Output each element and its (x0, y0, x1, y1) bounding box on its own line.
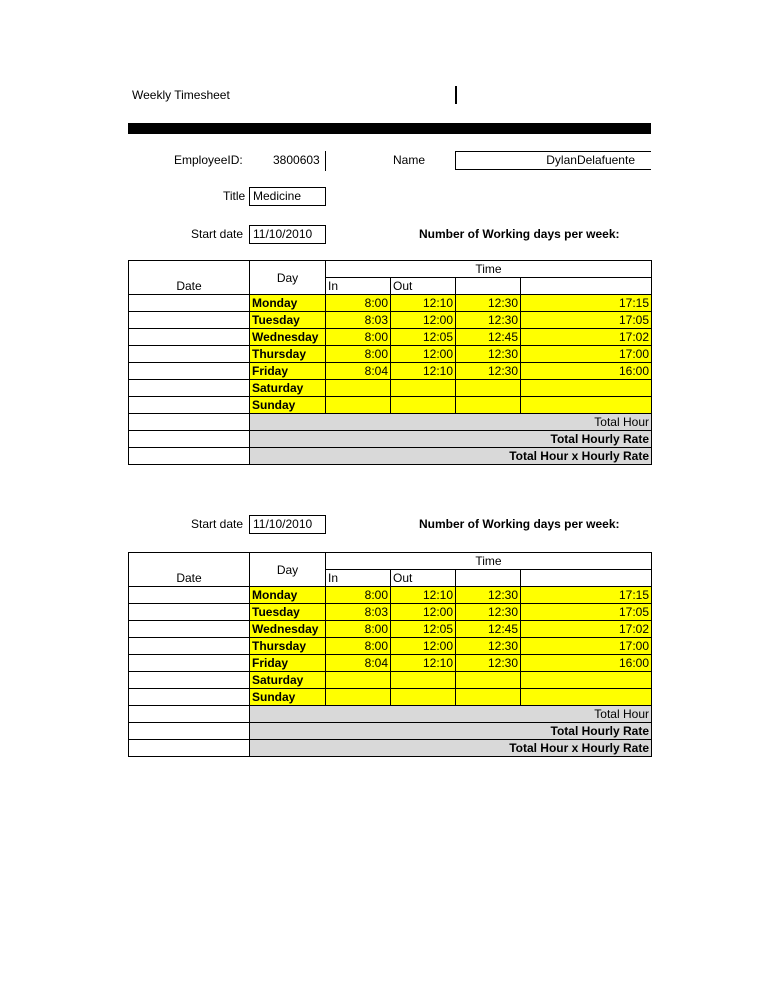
time-in-cell[interactable] (326, 397, 391, 414)
timesheet-table (128, 260, 652, 465)
date-cell[interactable] (129, 638, 250, 655)
time-in-cell[interactable] (326, 689, 391, 706)
time-out-cell[interactable]: 12:10 (391, 655, 456, 672)
time-in-cell[interactable]: 8:03 (326, 604, 391, 621)
date-column-header: Date (129, 553, 250, 587)
total-hour-x-rate-label: Total Hour x Hourly Rate (250, 448, 652, 465)
time-out-cell[interactable]: 12:00 (391, 638, 456, 655)
time-out2-cell[interactable]: 17:15 (521, 587, 652, 604)
out2-column-header (521, 570, 652, 587)
out-column-header: Out (391, 278, 456, 295)
out-column-header: Out (391, 570, 456, 587)
table-row (129, 621, 652, 638)
time-out2-cell[interactable]: 17:05 (521, 604, 652, 621)
time-out2-cell[interactable] (521, 672, 652, 689)
date-cell[interactable] (129, 740, 250, 757)
time-out2-cell[interactable]: 17:15 (521, 295, 652, 312)
date-cell[interactable] (129, 414, 250, 431)
time-in-cell[interactable]: 8:04 (326, 363, 391, 380)
date-cell[interactable] (129, 363, 250, 380)
time-in-cell[interactable]: 8:00 (326, 638, 391, 655)
header-divider-bar (128, 123, 651, 134)
table-row (129, 329, 652, 346)
table-row (129, 655, 652, 672)
day-column-header: Day (250, 261, 326, 295)
total-x-rate-row (129, 448, 652, 465)
date-column-header: Date (129, 261, 250, 295)
table-row (129, 638, 652, 655)
total-hour-label: Total Hour (250, 414, 652, 431)
time-in2-cell[interactable]: 12:45 (456, 329, 521, 346)
time-out-cell[interactable]: 12:00 (391, 604, 456, 621)
time-out2-cell[interactable]: 16:00 (521, 363, 652, 380)
table-row (129, 672, 652, 689)
working-days-label: Number of Working days per week: (419, 517, 620, 531)
time-in-cell[interactable]: 8:04 (326, 655, 391, 672)
date-cell[interactable] (129, 706, 250, 723)
in-column-header: In (326, 570, 391, 587)
date-cell[interactable] (129, 431, 250, 448)
time-out2-cell[interactable]: 16:00 (521, 655, 652, 672)
time-out-cell[interactable] (391, 689, 456, 706)
date-cell[interactable] (129, 329, 250, 346)
working-days-label: Number of Working days per week: (419, 227, 620, 241)
out2-column-header (521, 278, 652, 295)
total-hour-row (129, 706, 652, 723)
total-hour-label: Total Hour (250, 706, 652, 723)
day-cell: Tuesday (250, 604, 326, 621)
time-out-cell[interactable]: 12:05 (391, 621, 456, 638)
total-hour-x-rate-label: Total Hour x Hourly Rate (250, 740, 652, 757)
day-cell: Saturday (250, 672, 326, 689)
day-cell: Monday (250, 295, 326, 312)
cursor-divider (455, 86, 457, 104)
table-row (129, 689, 652, 706)
page-title: Weekly Timesheet (132, 88, 230, 102)
table-row (129, 380, 652, 397)
table-row (129, 312, 652, 329)
total-hour-row (129, 414, 652, 431)
employee-id-border (325, 151, 326, 171)
time-in-cell[interactable] (326, 380, 391, 397)
day-cell: Wednesday (250, 329, 326, 346)
time-out2-cell[interactable] (521, 380, 652, 397)
time-in2-cell[interactable]: 12:30 (456, 363, 521, 380)
time-in-cell[interactable] (326, 672, 391, 689)
total-rate-row (129, 431, 652, 448)
table-row (129, 346, 652, 363)
time-in2-cell[interactable] (456, 672, 521, 689)
time-in-cell[interactable]: 8:00 (326, 329, 391, 346)
employee-id-label: EmployeeID: (174, 153, 243, 167)
time-column-header: Time (326, 553, 652, 570)
time-out2-cell[interactable]: 17:05 (521, 312, 652, 329)
table-row (129, 587, 652, 604)
time-column-header: Time (326, 261, 652, 278)
date-cell[interactable] (129, 621, 250, 638)
table-row (129, 295, 652, 312)
date-cell[interactable] (129, 346, 250, 363)
date-cell[interactable] (129, 448, 250, 465)
time-in2-cell[interactable]: 12:30 (456, 604, 521, 621)
time-in2-cell[interactable]: 12:45 (456, 621, 521, 638)
date-cell[interactable] (129, 723, 250, 740)
time-in-cell[interactable]: 8:00 (326, 621, 391, 638)
time-in2-cell[interactable]: 12:30 (456, 295, 521, 312)
day-cell: Thursday (250, 638, 326, 655)
time-out2-cell[interactable]: 17:00 (521, 638, 652, 655)
day-cell: Saturday (250, 380, 326, 397)
day-cell: Sunday (250, 689, 326, 706)
date-cell[interactable] (129, 312, 250, 329)
total-hourly-rate-label: Total Hourly Rate (250, 431, 652, 448)
day-column-header: Day (250, 553, 326, 587)
date-cell[interactable] (129, 672, 250, 689)
time-in2-cell[interactable] (456, 397, 521, 414)
in2-column-header (456, 278, 521, 295)
time-out2-cell[interactable]: 17:02 (521, 329, 652, 346)
in2-column-header (456, 570, 521, 587)
total-rate-row (129, 723, 652, 740)
time-out-cell[interactable]: 12:00 (391, 312, 456, 329)
date-cell[interactable] (129, 295, 250, 312)
time-out-cell[interactable]: 12:10 (391, 587, 456, 604)
start-date-field[interactable]: 11/10/2010 (249, 515, 326, 534)
day-cell: Friday (250, 655, 326, 672)
employee-id-field[interactable]: 3800603 (273, 153, 320, 167)
time-out-cell[interactable] (391, 397, 456, 414)
timesheet-table (128, 552, 652, 757)
time-in-cell[interactable]: 8:00 (326, 346, 391, 363)
table-row (129, 604, 652, 621)
total-x-rate-row (129, 740, 652, 757)
day-cell: Monday (250, 587, 326, 604)
time-out2-cell[interactable]: 17:00 (521, 346, 652, 363)
time-out-cell[interactable]: 12:10 (391, 295, 456, 312)
table-row (129, 397, 652, 414)
total-hourly-rate-label: Total Hourly Rate (250, 723, 652, 740)
time-in2-cell[interactable] (456, 689, 521, 706)
date-cell[interactable] (129, 689, 250, 706)
time-out2-cell[interactable]: 17:02 (521, 621, 652, 638)
in-column-header: In (326, 278, 391, 295)
time-in2-cell[interactable]: 12:30 (456, 655, 521, 672)
time-out2-cell[interactable] (521, 397, 652, 414)
table-row (129, 363, 652, 380)
date-cell[interactable] (129, 655, 250, 672)
start-date-label: Start date (191, 227, 244, 241)
time-out-cell[interactable]: 12:05 (391, 329, 456, 346)
time-out-cell[interactable] (391, 380, 456, 397)
time-in-cell[interactable]: 8:00 (326, 295, 391, 312)
time-out-cell[interactable]: 12:00 (391, 346, 456, 363)
time-in-cell[interactable]: 8:03 (326, 312, 391, 329)
time-out-cell[interactable]: 12:10 (391, 363, 456, 380)
time-out-cell[interactable] (391, 672, 456, 689)
time-in2-cell[interactable]: 12:30 (456, 312, 521, 329)
date-cell[interactable] (129, 380, 250, 397)
date-cell[interactable] (129, 587, 250, 604)
title-label: Title (223, 189, 246, 203)
time-out2-cell[interactable] (521, 689, 652, 706)
start-date-label: Start date (191, 517, 244, 531)
time-in2-cell[interactable] (456, 380, 521, 397)
date-cell[interactable] (129, 397, 250, 414)
start-date-field[interactable]: 11/10/2010 (249, 225, 326, 244)
name-label: Name (393, 153, 426, 167)
time-in2-cell[interactable]: 12:30 (456, 346, 521, 363)
day-cell: Tuesday (250, 312, 326, 329)
time-in2-cell[interactable]: 12:30 (456, 638, 521, 655)
title-field[interactable]: Medicine (249, 187, 326, 206)
time-in2-cell[interactable]: 12:30 (456, 587, 521, 604)
day-cell: Thursday (250, 346, 326, 363)
day-cell: Wednesday (250, 621, 326, 638)
name-field[interactable]: DylanDelafuente (455, 151, 651, 170)
day-cell: Friday (250, 363, 326, 380)
day-cell: Sunday (250, 397, 326, 414)
date-cell[interactable] (129, 604, 250, 621)
time-in-cell[interactable]: 8:00 (326, 587, 391, 604)
